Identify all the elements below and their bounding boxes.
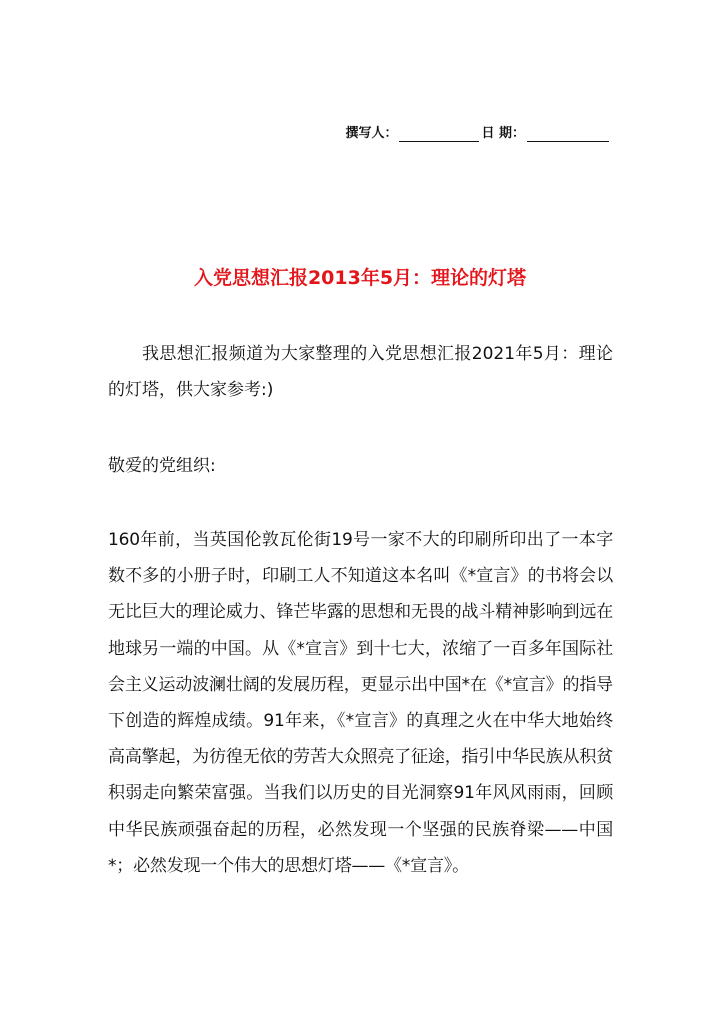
intro-paragraph: 我思想汇报频道为大家整理的入党思想汇报2021年5月：理论的灯塔，供大家参考:)	[108, 344, 613, 400]
salutation: 敬爱的党组织:	[108, 456, 216, 476]
date-blank	[527, 127, 609, 142]
author-date-line	[345, 126, 611, 142]
document-title: 入党思想汇报2013年5月：理论的灯塔	[193, 267, 527, 289]
author-label: 撰写人：	[345, 126, 398, 141]
author-blank	[399, 127, 479, 142]
date-label: 日 期：	[481, 126, 525, 141]
body-paragraph: 160年前，当英国伦敦瓦伦街19号一家不大的印刷所印出了一本字数不多的小册子时，印刷工人不知道这本名叫《*宣言》的书将会以无比巨大的理论威力、锋芒毕露的思想和无畏的战斗精神影响到远在地球另一端的中国。从《*宣言》到十七大，浓缩了一百多年国际社会主义运动波澜壮阔的发展历程，更显示出中国*在《*宣言》的指导下创造的辉煌成绩。91年来，《*宣言》的真理之火在中华大地始终高高擎起，为彷徨无依的劳苦大众照亮了征途，指引中华民族从积贫积弱走向繁荣富强。当我们以历史的目光洞察91年风风雨雨，回顾中华民族顽强奋起的历程，必然发现一个坚强的民族脊梁——中国*；必然发现一个伟大的思想灯塔——《*宣言》。	[108, 530, 613, 876]
